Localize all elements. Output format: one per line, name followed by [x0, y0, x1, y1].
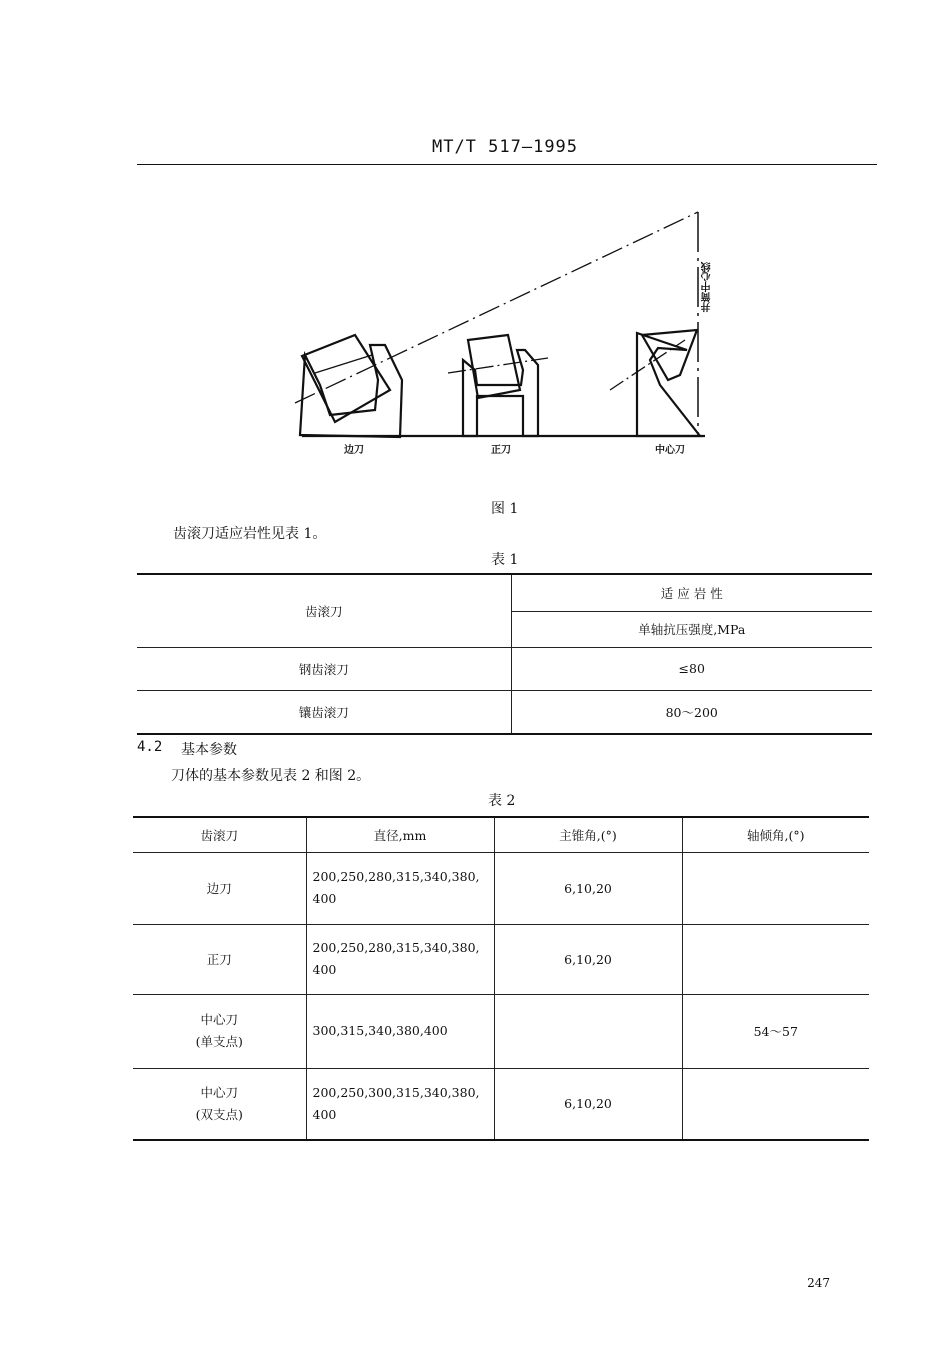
t2-cell-diameter: 200,250,280,315,340,380,	[312, 869, 480, 884]
t1-row-value: ≤80	[511, 647, 872, 690]
t1-header-cutter: 齿滚刀	[137, 574, 511, 647]
document-id: MT/T 517—1995	[431, 137, 579, 157]
table-row	[133, 1068, 869, 1140]
t2-cell-sub: (双支点)	[195, 1106, 243, 1122]
table-1-caption: 表 1	[491, 552, 519, 568]
t2-cell-tilt	[682, 852, 869, 924]
t1-row-name: 镶齿滚刀	[137, 690, 511, 734]
table-row	[133, 924, 869, 994]
label-normal-cutter: 正刀	[491, 445, 511, 456]
t2-cell-name: 中心刀	[200, 1084, 238, 1100]
table-row	[133, 994, 869, 1068]
t2-cell-diameter-cont: 400	[312, 891, 337, 906]
table-row	[137, 690, 872, 734]
label-edge-cutter: 边刀	[344, 445, 364, 456]
t2-cell-diameter: 300,315,340,380,400	[306, 994, 494, 1068]
table-2	[133, 816, 869, 1141]
label-shaft-centerline: 井筒中心线	[702, 262, 713, 312]
t2-header-tilt-angle: 轴倾角,(°)	[682, 817, 869, 852]
t2-cell-diameter-cont: 400	[312, 962, 337, 977]
t1-row-value: 80～200	[511, 690, 872, 734]
t2-cell-cone: 6,10,20	[494, 924, 682, 994]
t2-cell-diameter-cont: 400	[312, 1106, 337, 1122]
t2-cell-cone	[494, 994, 682, 1068]
t1-header-adapt: 适 应 岩 性	[511, 574, 872, 611]
section-number: 4.2	[137, 739, 163, 755]
center-cutter-shape	[610, 330, 700, 436]
label-center-cutter: 中心刀	[655, 445, 685, 456]
page-number: 247	[807, 1276, 830, 1290]
t2-cell-cone: 6,10,20	[494, 852, 682, 924]
t2-cell-tilt	[682, 1068, 869, 1140]
figure-1-caption: 图 1	[491, 501, 519, 517]
t1-header-strength: 单轴抗压强度,MPa	[511, 611, 872, 647]
t1-row-name: 钢齿滚刀	[137, 647, 511, 690]
t2-header-cone-angle: 主锥角,(°)	[494, 817, 682, 852]
t2-cell-tilt	[682, 924, 869, 994]
section-text: 刀体的基本参数见表 2 和图 2。	[171, 768, 371, 784]
t2-header-cutter: 齿滚刀	[133, 817, 306, 852]
normal-cutter-shape	[448, 335, 548, 436]
t2-cell-tilt: 54～57	[682, 994, 869, 1068]
t2-cell-name: 中心刀	[200, 1012, 238, 1027]
t2-cell-diameter: 200,250,280,315,340,380,	[312, 940, 480, 955]
t2-cell-cone: 6,10,20	[494, 1068, 682, 1140]
table-row	[133, 852, 869, 924]
header-rule	[137, 164, 877, 165]
edge-cutter-shape	[300, 335, 402, 437]
table-2-caption: 表 2	[488, 793, 516, 809]
t2-cell-name: 正刀	[133, 924, 306, 994]
table-row	[137, 647, 872, 690]
table-1	[137, 573, 872, 735]
intro-text: 齿滚刀适应岩性见表 1。	[173, 526, 327, 542]
t2-cell-sub: (单支点)	[195, 1034, 243, 1049]
t2-cell-diameter: 200,250,300,315,340,380,	[312, 1084, 480, 1100]
t2-header-diameter: 直径,mm	[306, 817, 494, 852]
section-title: 基本参数	[181, 742, 237, 758]
figure-1-drawing	[280, 200, 730, 460]
t2-cell-name: 边刀	[133, 852, 306, 924]
